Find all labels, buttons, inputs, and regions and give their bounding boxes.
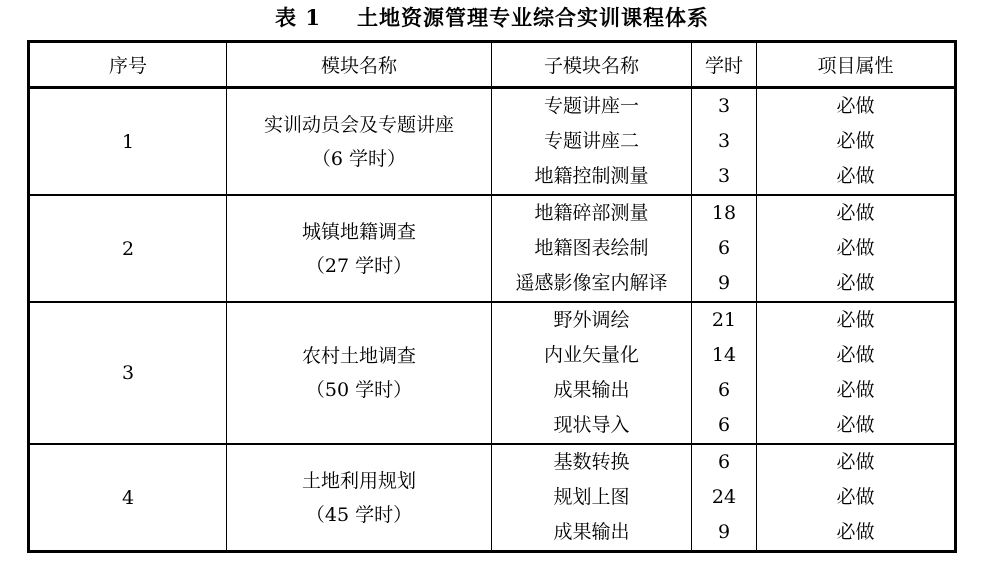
submodule-name: 野外调绘 [553,309,630,331]
submodule-hours: 21 [711,309,737,331]
submodule-cell [492,88,692,196]
submodule-name: 内业矢量化 [543,344,639,366]
submodule-cell [492,195,692,302]
module-name: 土地利用规划 [301,469,416,492]
table-title: 土地资源管理专业综合实训课程体系 [356,5,709,30]
header-row [29,42,956,88]
header-attribute: 项目属性 [757,42,956,88]
module-cell [227,88,492,196]
submodule-hours: 6 [717,237,731,259]
submodule-attribute: 必做 [836,272,875,294]
header-submodule-name: 子模块名称 [492,42,692,88]
submodule-hours: 9 [717,272,731,294]
submodule-attribute: 必做 [836,95,875,117]
submodule-name: 地籍控制测量 [534,165,649,187]
submodule-name: 基数转换 [553,451,630,473]
submodule-hours: 3 [717,165,731,187]
submodule-hours: 6 [717,379,731,401]
submodule-attribute: 必做 [836,165,875,187]
header-index: 序号 [29,42,227,88]
group-index: 2 [29,195,227,302]
hours-cell [692,195,757,302]
module-hours: （6 学时） [311,147,407,170]
submodule-hours: 9 [717,521,731,543]
module-name: 农村土地调查 [301,345,416,367]
submodule-hours: 14 [711,344,737,366]
submodule-name: 专题讲座二 [543,130,639,152]
submodule-attribute: 必做 [836,379,875,401]
module-hours: （50 学时） [305,379,413,401]
submodule-attribute: 必做 [836,451,875,473]
submodule-attribute: 必做 [836,486,875,508]
submodule-name: 地籍碎部测量 [534,202,649,224]
table-row-group-1 [29,88,956,196]
submodule-name: 成果输出 [553,379,630,401]
attribute-cell [757,195,956,302]
table-row-group-3 [29,302,956,444]
group-index: 1 [29,88,227,196]
submodule-hours: 18 [711,202,737,224]
submodule-hours: 6 [717,414,731,436]
hours-cell [692,444,757,552]
submodule-name: 地籍图表绘制 [534,237,649,259]
table-number: 表 1 [275,5,321,30]
submodule-cell [492,302,692,444]
attribute-cell [757,302,956,444]
module-hours: （45 学时） [305,503,413,526]
header-hours: 学时 [692,42,757,88]
hours-cell [692,88,757,196]
submodule-name: 现状导入 [553,414,630,436]
module-name: 城镇地籍调查 [301,220,416,243]
module-hours: （27 学时） [305,254,413,277]
submodule-attribute: 必做 [836,414,875,436]
module-cell [227,195,492,302]
submodule-name: 专题讲座一 [543,95,639,117]
attribute-cell [757,88,956,196]
submodule-attribute: 必做 [836,130,875,152]
submodule-name: 规划上图 [553,486,630,508]
group-index: 3 [29,302,227,444]
table-row-group-4 [29,444,956,552]
submodule-attribute: 必做 [836,521,875,543]
table-caption [0,2,984,34]
submodule-name: 成果输出 [553,521,630,543]
group-index: 4 [29,444,227,552]
submodule-hours: 24 [711,486,737,508]
submodule-attribute: 必做 [836,309,875,331]
submodule-hours: 3 [717,95,731,117]
hours-cell [692,302,757,444]
submodule-attribute: 必做 [836,344,875,366]
course-table [27,40,957,553]
submodule-attribute: 必做 [836,237,875,259]
module-cell [227,444,492,552]
submodule-cell [492,444,692,552]
submodule-attribute: 必做 [836,202,875,224]
submodule-hours: 3 [717,130,731,152]
module-name: 实训动员会及专题讲座 [263,113,454,136]
table-row-group-2 [29,195,956,302]
attribute-cell [757,444,956,552]
submodule-name: 遥感影像室内解译 [515,272,668,294]
submodule-hours: 6 [717,451,731,473]
module-cell [227,302,492,444]
header-module-name: 模块名称 [227,42,492,88]
